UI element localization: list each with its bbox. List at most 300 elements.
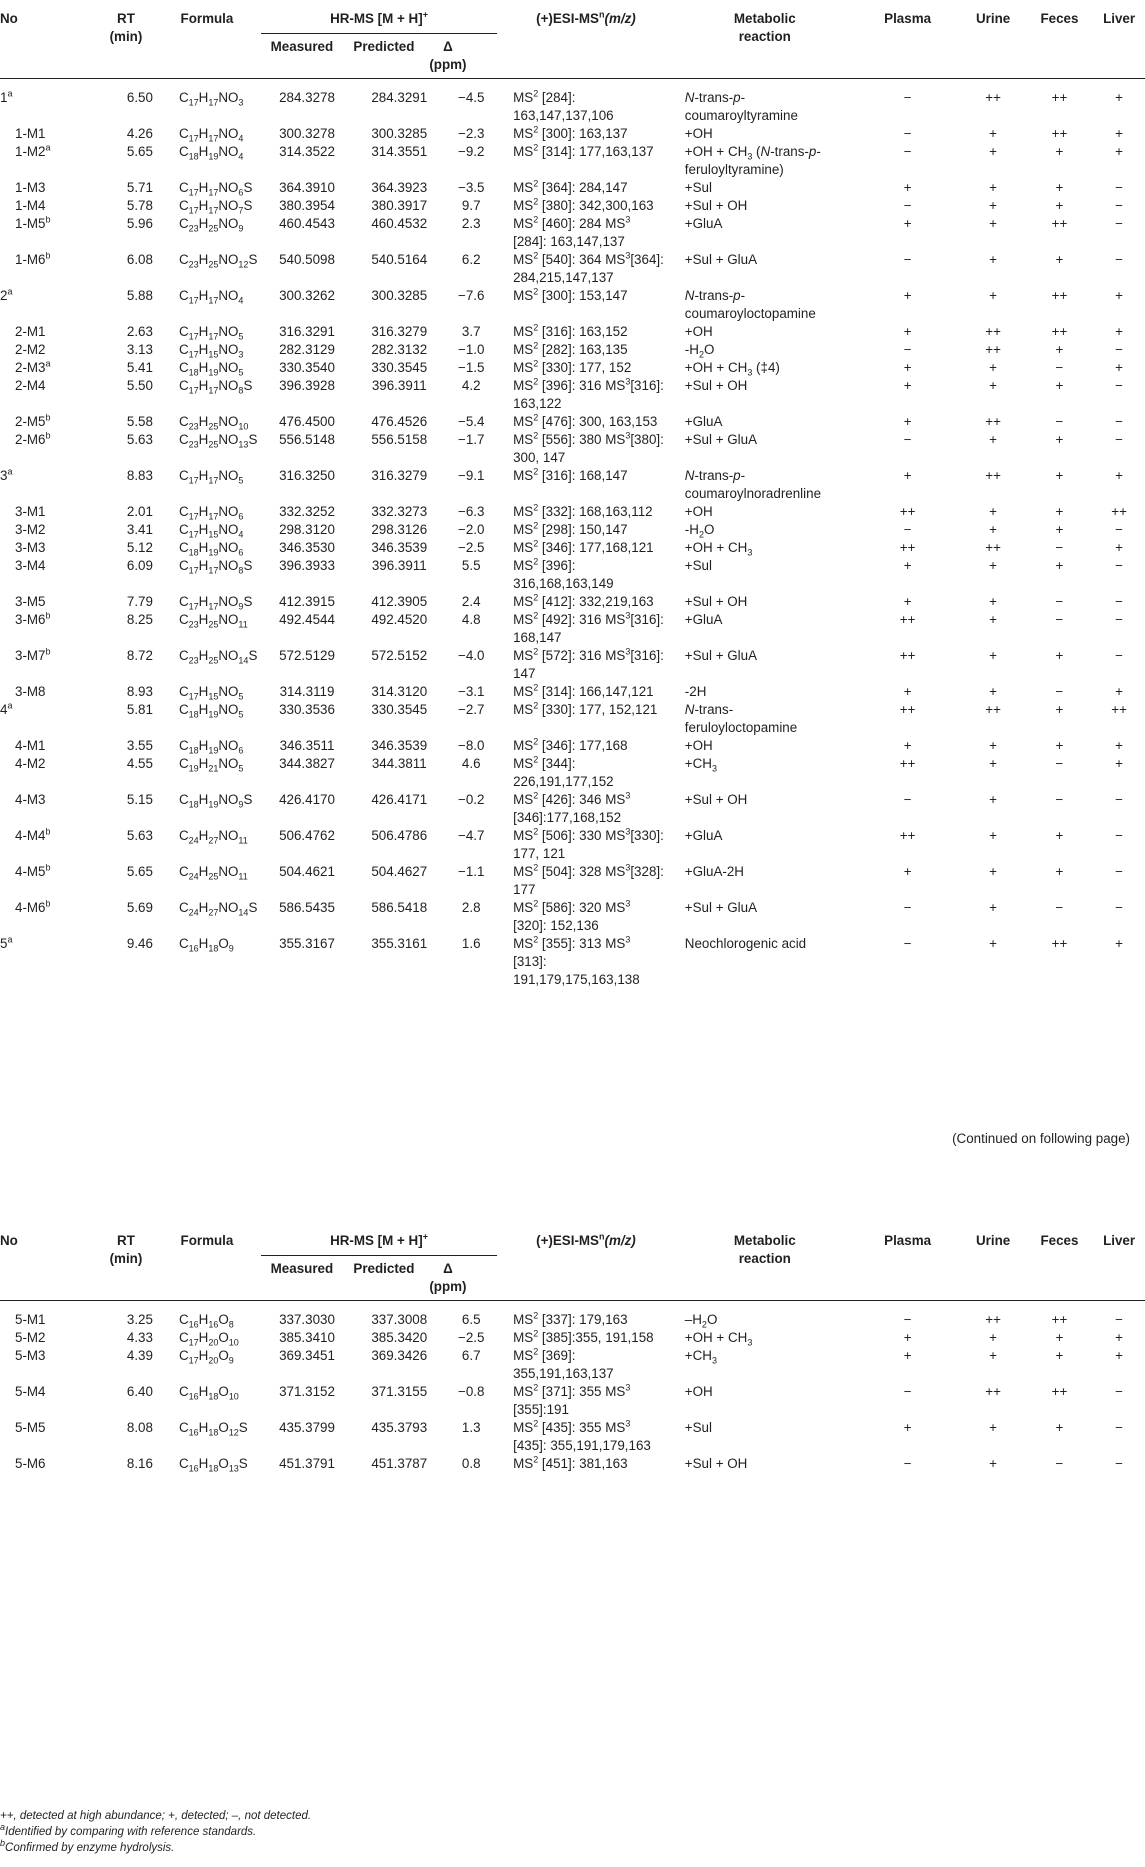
cell-urine: +	[989, 1330, 997, 1345]
col-rt-header: RT (min)	[109, 11, 143, 44]
cell-feces: +	[1055, 828, 1064, 843]
cell-predicted: 506.4786	[371, 828, 428, 843]
cell-esi-ms: $MS^2$ [371]: 355 $MS^3$ [355]:191	[513, 1382, 631, 1417]
table-row	[0, 647, 1145, 683]
cell-formula: $C_{23}H_{25}NO_{12}S$	[178, 252, 258, 270]
cell-rt: 5.58	[126, 414, 153, 429]
cell-rt: 4.39	[126, 1348, 153, 1363]
cell-predicted: 282.3132	[371, 342, 428, 357]
table-row	[0, 827, 1145, 863]
col-urine-header: Urine	[975, 1233, 1011, 1248]
cell-measured: 426.4170	[279, 792, 335, 807]
cell-liver: +	[1115, 324, 1123, 339]
cell-delta: −2.5	[458, 540, 485, 555]
cell-rt: 5.81	[126, 702, 153, 717]
col-urine-header: Urine	[975, 11, 1011, 26]
cell-feces: +	[1055, 342, 1064, 357]
cell-esi-ms: $MS^2$ [346]: 177,168	[513, 736, 628, 753]
cell-no: 4-M4$^b$	[15, 826, 51, 843]
col-predicted-header: Predicted	[353, 1261, 415, 1276]
cell-plasma: +	[903, 558, 912, 573]
cell-no: 3-M2	[15, 522, 46, 537]
cell-predicted: 369.3426	[371, 1348, 428, 1363]
cell-reaction: +GluA	[684, 414, 723, 429]
cell-esi-ms: $MS^2$ [300]: 163,137	[513, 124, 628, 141]
table-row	[0, 593, 1145, 611]
cell-urine: +	[989, 558, 997, 573]
cell-no: 2-M1	[15, 324, 46, 339]
cell-no: 3-M7$^b$	[15, 646, 51, 663]
col-liver-header: Liver	[1103, 1233, 1136, 1248]
cell-plasma: ++	[899, 504, 916, 519]
cell-plasma: +	[903, 594, 912, 609]
cell-feces: +	[1055, 522, 1064, 537]
continued-note: (Continued on following page)	[952, 1131, 1130, 1146]
cell-reaction: $-H_2O$	[684, 342, 715, 360]
cell-feces: +	[1055, 1420, 1064, 1435]
cell-delta: −9.2	[458, 144, 485, 159]
cell-reaction: $+OH + CH_3$	[684, 540, 753, 558]
cell-formula: $C_{17}H_{15}NO_3$	[178, 342, 244, 360]
cell-plasma: −	[903, 1312, 912, 1327]
cell-liver: +	[1115, 288, 1123, 303]
cell-reaction: Neochlorogenic acid	[684, 936, 807, 951]
cell-feces: −	[1055, 1456, 1064, 1471]
cell-measured: 451.3791	[279, 1456, 335, 1471]
cell-formula: $C_{17}H_{17}NO_6S$	[178, 180, 253, 198]
table-row	[0, 89, 1145, 125]
col-liver-header: Liver	[1103, 11, 1136, 26]
cell-rt: 7.79	[126, 594, 153, 609]
cell-feces: ++	[1051, 936, 1068, 951]
cell-feces: ++	[1051, 324, 1068, 339]
col-feces-header: Feces	[1040, 11, 1079, 26]
cell-delta: −9.1	[458, 468, 485, 483]
cell-feces: +	[1055, 144, 1064, 159]
table-row	[0, 737, 1145, 755]
cell-reaction: +Sul	[684, 1420, 712, 1435]
cell-liver: +	[1115, 756, 1123, 771]
cell-formula: $C_{18}H_{19}NO_5$	[178, 360, 244, 378]
cell-liver: +	[1115, 126, 1123, 141]
cell-rt: 5.88	[126, 288, 153, 303]
cell-formula: $C_{17}H_{20}O_{10}$	[178, 1330, 239, 1348]
cell-plasma: +	[903, 738, 912, 753]
cell-no: 2-M3$^a$	[15, 358, 51, 375]
cell-rt: 5.65	[126, 864, 153, 879]
cell-urine: ++	[985, 702, 1001, 717]
cell-urine: ++	[985, 342, 1001, 357]
cell-measured: 369.3451	[279, 1348, 335, 1363]
cell-liver: +	[1115, 540, 1123, 555]
table-row	[0, 899, 1145, 935]
cell-delta: −2.5	[458, 1330, 485, 1345]
cell-feces: −	[1055, 900, 1064, 915]
cell-plasma: +	[903, 414, 912, 429]
cell-formula: $C_{17}H_{15}NO_5$	[178, 684, 244, 702]
cell-formula: $C_{17}H_{17}NO_7S$	[178, 198, 253, 216]
cell-esi-ms: $MS^2$ [332]: 168,163,112	[513, 502, 653, 519]
cell-rt: 5.63	[126, 432, 153, 447]
cell-feces: +	[1055, 432, 1064, 447]
cell-no: 1$^a$	[0, 88, 13, 105]
cell-urine: +	[989, 648, 997, 663]
cell-rt: 6.50	[126, 90, 153, 105]
col-delta-header: Δ (ppm)	[429, 39, 467, 72]
cell-reaction: +Sul	[684, 558, 712, 573]
cell-feces: +	[1055, 738, 1064, 753]
cell-plasma: −	[903, 792, 912, 807]
cell-plasma: +	[903, 1330, 912, 1345]
cell-esi-ms: $MS^2$ [476]: 300, 163,153	[513, 412, 658, 429]
cell-formula: $C_{18}H_{19}NO_4$	[178, 144, 244, 162]
cell-predicted: 346.3539	[371, 540, 428, 555]
col-esi-header: $(+)ESI-MS^n(m/z)$	[536, 9, 636, 26]
cell-rt: 3.55	[126, 738, 153, 753]
cell-plasma: ++	[899, 648, 916, 663]
cell-urine: ++	[985, 1384, 1001, 1399]
cell-rt: 5.69	[126, 900, 153, 915]
table-header-repeat	[0, 1232, 1145, 1311]
cell-plasma: −	[903, 252, 912, 267]
cell-formula: $C_{23}H_{25}NO_{14}S$	[178, 648, 258, 666]
cell-measured: 330.3536	[279, 702, 335, 717]
cell-plasma: ++	[899, 540, 916, 555]
cell-liver: −	[1115, 252, 1123, 267]
cell-delta: −1.7	[458, 432, 485, 447]
cell-liver: +	[1115, 1330, 1123, 1345]
cell-rt: 3.25	[126, 1312, 153, 1327]
cell-predicted: 344.3811	[371, 756, 427, 771]
cell-predicted: 492.4520	[371, 612, 428, 627]
cell-plasma: −	[903, 522, 912, 537]
cell-esi-ms: $MS^2$ [316]: 168,147	[513, 466, 628, 483]
cell-feces: +	[1055, 252, 1064, 267]
cell-reaction: +OH	[684, 504, 713, 519]
cell-plasma: ++	[899, 612, 916, 627]
cell-feces: −	[1055, 684, 1064, 699]
cell-feces: −	[1055, 540, 1064, 555]
cell-no: 1-M6$^b$	[15, 250, 51, 267]
cell-rt: 6.40	[126, 1384, 153, 1399]
cell-urine: +	[989, 792, 997, 807]
table-row	[0, 503, 1145, 521]
cell-delta: 5.5	[461, 558, 481, 573]
cell-delta: −1.0	[458, 342, 485, 357]
cell-rt: 9.46	[126, 936, 153, 951]
cell-plasma: +	[903, 684, 912, 699]
cell-esi-ms: $MS^2$ [330]: 177, 152	[513, 358, 632, 375]
cell-measured: 314.3522	[279, 144, 335, 159]
cell-liver: −	[1115, 180, 1123, 195]
cell-rt: 5.96	[126, 216, 153, 231]
cell-plasma: +	[903, 324, 912, 339]
table-row	[0, 683, 1145, 701]
cell-delta: 3.7	[461, 324, 481, 339]
cell-no: 1-M1	[15, 126, 46, 141]
cell-measured: 332.3252	[279, 504, 335, 519]
cell-liver: ++	[1111, 504, 1127, 519]
cell-plasma: −	[903, 90, 912, 105]
cell-formula: $C_{18}H_{19}NO_6$	[178, 738, 244, 756]
cell-urine: +	[989, 126, 997, 141]
cell-plasma: +	[903, 360, 912, 375]
cell-predicted: 540.5164	[371, 252, 428, 267]
cell-predicted: 355.3161	[371, 936, 428, 951]
cell-urine: +	[989, 936, 997, 951]
cell-reaction: +OH	[684, 1384, 713, 1399]
cell-plasma: −	[903, 198, 912, 213]
cell-reaction: +Sul + OH	[684, 198, 748, 213]
cell-formula: $C_{16}H_{18}O_{12}S$	[178, 1420, 248, 1438]
cell-feces: ++	[1051, 90, 1068, 105]
cell-formula: $C_{16}H_{18}O_{13}S$	[178, 1456, 248, 1474]
cell-formula: $C_{16}H_{16}O_8$	[178, 1312, 234, 1330]
cell-feces: ++	[1051, 126, 1068, 141]
cell-reaction: $+OH + CH_3$ (‡4)	[684, 360, 780, 378]
cell-rt: 5.12	[126, 540, 153, 555]
cell-liver: −	[1115, 900, 1123, 915]
table-row	[0, 287, 1145, 323]
cell-plasma: +	[903, 216, 912, 231]
cell-liver: +	[1115, 738, 1123, 753]
cell-no: 4-M5$^b$	[15, 862, 51, 879]
cell-esi-ms: $MS^2$ [316]: 163,152	[513, 322, 628, 339]
cell-esi-ms: $MS^2$ [330]: 177, 152,121	[513, 700, 658, 717]
cell-plasma: +	[903, 468, 912, 483]
cell-predicted: 332.3273	[371, 504, 428, 519]
cell-formula: $C_{17}H_{17}NO_9S$	[178, 594, 253, 612]
cell-measured: 586.5435	[279, 900, 335, 915]
col-feces-header: Feces	[1040, 1233, 1079, 1248]
cell-liver: −	[1115, 864, 1123, 879]
cell-esi-ms: $MS^2$ [504]: 328 $MS^3[328]$: 177	[513, 862, 664, 897]
table-row	[0, 1311, 1145, 1329]
cell-measured: 300.3278	[279, 126, 335, 141]
cell-delta: 2.3	[461, 216, 481, 231]
cell-urine: +	[989, 432, 997, 447]
cell-esi-ms: $MS^2$ [355]: 313 $MS^3$ [313]: 191,179,175,163,138	[513, 934, 640, 987]
cell-measured: 385.3410	[279, 1330, 335, 1345]
cell-predicted: 460.4532	[371, 216, 428, 231]
table-header	[0, 10, 1145, 89]
cell-reaction: +Sul + GluA	[684, 252, 758, 267]
cell-urine: +	[989, 900, 997, 915]
cell-formula: $C_{23}H_{25}NO_9$	[178, 216, 244, 234]
cell-delta: 6.7	[461, 1348, 481, 1363]
cell-esi-ms: $MS^2$ [344]: 226,191,177,152	[513, 754, 614, 789]
cell-measured: 506.4762	[279, 828, 335, 843]
cell-measured: 396.3933	[279, 558, 335, 573]
cell-no: 5-M6	[15, 1456, 46, 1471]
table-body-part2	[0, 1311, 1145, 1473]
cell-measured: 380.3954	[279, 198, 335, 213]
col-no-header: No	[0, 11, 18, 26]
cell-delta: −8.0	[458, 738, 485, 753]
cell-no: 2$^a$	[0, 286, 13, 303]
cell-no: 5-M4	[15, 1384, 46, 1399]
cell-liver: −	[1115, 594, 1123, 609]
col-delta-header: Δ (ppm)	[429, 1261, 467, 1294]
cell-liver: −	[1115, 612, 1123, 627]
cell-measured: 300.3262	[279, 288, 335, 303]
cell-urine: +	[989, 180, 997, 195]
cell-no: 1-M4	[15, 198, 46, 213]
col-hrms-header: HR-MS [M + H]+ Measured Predicted Δ (ppm)	[261, 1232, 497, 1296]
col-esi-header: $(+)ESI-MS^n(m/z)$	[536, 1231, 636, 1248]
table-body-part1	[0, 89, 1145, 989]
cell-reaction: $+OH + CH_3$ (N-trans-p-feruloyltyramine)	[684, 144, 821, 177]
cell-predicted: 385.3420	[371, 1330, 428, 1345]
cell-measured: 284.3278	[279, 90, 335, 105]
cell-no: 1-M5$^b$	[15, 214, 51, 231]
table-row	[0, 755, 1145, 791]
table-row	[0, 251, 1145, 287]
col-hrms-header: HR-MS [M + H]+ Measured Predicted Δ (ppm)	[261, 10, 497, 74]
cell-urine: +	[989, 288, 997, 303]
cell-urine: +	[989, 252, 997, 267]
cell-liver: −	[1115, 432, 1123, 447]
cell-esi-ms: $MS^2$ [396]: 316,168,163,149	[513, 556, 614, 591]
cell-measured: 346.3511	[279, 738, 335, 753]
cell-feces: +	[1055, 468, 1064, 483]
cell-delta: −4.5	[458, 90, 485, 105]
cell-no: 2-M2	[15, 342, 46, 357]
cell-urine: ++	[985, 414, 1001, 429]
cell-rt: 8.93	[126, 684, 153, 699]
cell-no: 4-M3	[15, 792, 46, 807]
cell-delta: −1.5	[458, 360, 485, 375]
cell-liver: −	[1115, 1312, 1123, 1327]
footnote-a: $^a$Identified by comparing with reference standards.	[0, 1822, 257, 1838]
cell-esi-ms: $MS^2$ [556]: 380 $MS^3[380]$: 300, 147	[513, 430, 664, 465]
cell-predicted: 426.4171	[371, 792, 428, 807]
cell-esi-ms: $MS^2$ [298]: 150,147	[513, 520, 628, 537]
cell-predicted: 435.3793	[371, 1420, 428, 1435]
cell-no: 3-M3	[15, 540, 46, 555]
cell-reaction: +OH	[684, 126, 713, 141]
cell-plasma: +	[903, 288, 912, 303]
cell-predicted: 396.3911	[371, 378, 427, 393]
cell-rt: 3.41	[126, 522, 153, 537]
cell-esi-ms: $MS^2$ [364]: 284,147	[513, 178, 628, 195]
cell-rt: 5.78	[126, 198, 153, 213]
cell-predicted: 316.3279	[371, 468, 428, 483]
table-row	[0, 179, 1145, 197]
cell-feces: +	[1055, 558, 1064, 573]
cell-plasma: −	[903, 900, 912, 915]
cell-feces: ++	[1051, 288, 1068, 303]
cell-feces: +	[1055, 198, 1064, 213]
table-row	[0, 611, 1145, 647]
cell-esi-ms: $MS^2$ [314]: 166,147,121	[513, 682, 654, 699]
cell-measured: 355.3167	[279, 936, 335, 951]
cell-delta: 4.8	[461, 612, 481, 627]
cell-predicted: 314.3551	[371, 144, 428, 159]
cell-predicted: 504.4627	[371, 864, 428, 879]
cell-esi-ms: $MS^2$ [300]: 153,147	[513, 286, 628, 303]
cell-feces: ++	[1051, 1312, 1068, 1327]
cell-reaction: +GluA-2H	[684, 864, 744, 879]
cell-delta: −6.3	[458, 504, 485, 519]
cell-rt: 6.08	[126, 252, 153, 267]
cell-esi-ms: $MS^2$ [346]: 177,168,121	[513, 538, 654, 555]
cell-delta: −5.4	[458, 414, 485, 429]
cell-plasma: +	[903, 378, 912, 393]
cell-urine: +	[989, 522, 997, 537]
cell-feces: ++	[1051, 216, 1068, 231]
table-row	[0, 125, 1145, 143]
col-reaction-header: Metabolic reaction	[733, 1233, 796, 1266]
cell-formula: $C_{17}H_{15}NO_4$	[178, 522, 244, 540]
cell-no: 4-M6$^b$	[15, 898, 51, 915]
cell-urine: +	[989, 756, 997, 771]
cell-no: 1-M3	[15, 180, 46, 195]
cell-reaction: +Sul + OH	[684, 378, 748, 393]
cell-urine: +	[989, 378, 997, 393]
cell-measured: 298.3120	[279, 522, 335, 537]
table-row	[0, 359, 1145, 377]
cell-delta: 4.2	[461, 378, 481, 393]
cell-esi-ms: $MS^2$ [492]: 316 $MS^3[316]$: 168,147	[513, 610, 664, 645]
cell-liver: −	[1115, 828, 1123, 843]
cell-feces: +	[1055, 1330, 1064, 1345]
cell-formula: $C_{17}H_{20}O_9$	[178, 1348, 234, 1366]
cell-rt: 5.41	[126, 360, 153, 375]
cell-esi-ms: $MS^2$ [435]: 355 $MS^3$ [435]: 355,191,179,163	[513, 1418, 651, 1453]
cell-rt: 4.55	[126, 756, 153, 771]
cell-delta: −2.0	[458, 522, 485, 537]
table-row	[0, 413, 1145, 431]
cell-no: 5-M5	[15, 1420, 46, 1435]
cell-delta: 6.2	[461, 252, 481, 267]
cell-urine: +	[989, 684, 997, 699]
cell-delta: −1.1	[458, 864, 485, 879]
cell-predicted: 316.3279	[371, 324, 428, 339]
table-row	[0, 1347, 1145, 1383]
cell-measured: 476.4500	[279, 414, 335, 429]
cell-no: 4-M1	[15, 738, 46, 753]
col-rt-header: RT (min)	[109, 1233, 143, 1266]
cell-reaction: +GluA	[684, 216, 723, 231]
cell-formula: $C_{23}H_{25}NO_{13}S$	[178, 432, 258, 450]
cell-delta: −2.3	[458, 126, 485, 141]
cell-reaction: $-H_2O$	[684, 522, 715, 540]
cell-feces: −	[1055, 360, 1064, 375]
cell-formula: $C_{18}H_{19}NO_6$	[178, 540, 244, 558]
cell-plasma: +	[903, 180, 912, 195]
cell-predicted: 572.5152	[371, 648, 428, 663]
cell-liver: +	[1115, 936, 1123, 951]
cell-rt: 4.33	[126, 1330, 153, 1345]
footnote-legend: ++, detected at high abundance; +, detected; –, not detected.	[0, 1810, 312, 1822]
table-row	[0, 431, 1145, 467]
cell-reaction: +OH	[684, 738, 713, 753]
cell-esi-ms: $MS^2$ [412]: 332,219,163	[513, 592, 654, 609]
cell-delta: 0.8	[461, 1456, 481, 1471]
cell-no: 3-M4	[15, 558, 46, 573]
cell-no: 2-M6$^b$	[15, 430, 51, 447]
cell-rt: 8.83	[126, 468, 153, 483]
cell-delta: −4.0	[458, 648, 485, 663]
cell-formula: $C_{24}H_{27}NO_{14}S$	[178, 900, 258, 918]
cell-urine: +	[989, 1456, 997, 1471]
table-row	[0, 323, 1145, 341]
cell-urine: +	[989, 504, 997, 519]
cell-rt: 5.71	[126, 180, 153, 195]
table-row	[0, 557, 1145, 593]
cell-no: 5$^a$	[0, 934, 13, 951]
